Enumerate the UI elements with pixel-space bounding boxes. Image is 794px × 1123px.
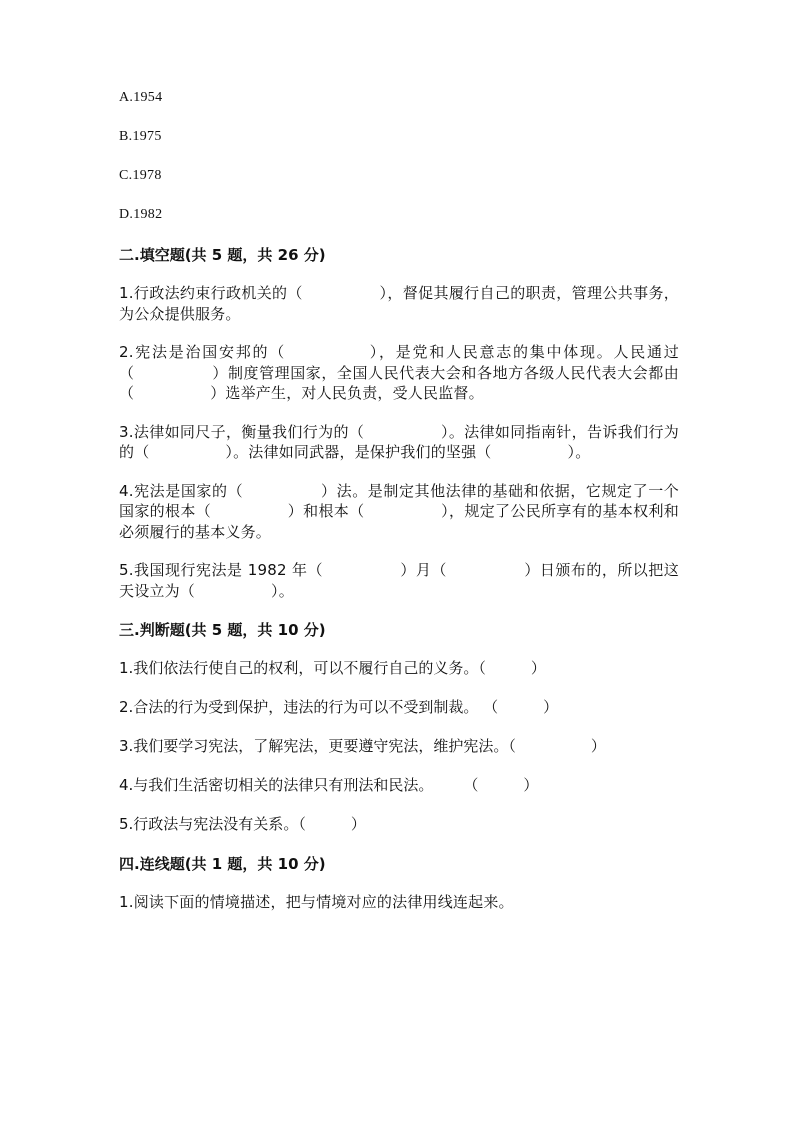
fill-blank-question-4: 4.宪法是国家的（ ）法。是制定其他法律的基础和依据，它规定了一个国家的根本（ ）和根本（ ），规定了公民所享有的基本权利和必须履行的基本义务。 (119, 481, 679, 541)
true-false-question-2: 2.合法的行为受到保护，违法的行为可以不受到制裁。 （ ） (119, 698, 559, 716)
fill-blank-question-1: 1.行政法约束行政机关的（ ），督促其履行自己的职责，管理公共事务，为公众提供服务。 (119, 284, 679, 323)
option-d: D.1982 (119, 207, 163, 222)
fill-blank-question-3: 3.法律如同尺子，衡量我们行为的（ ）。法律如同指南针，告诉我们行为的（ ）。法律如同武器，是保护我们的坚强（ ）。 (119, 422, 679, 461)
section-true-false-heading: 三.判断题(共 5 题，共 10 分) (119, 621, 326, 639)
true-false-question-4: 4.与我们生活密切相关的法律只有刑法和民法。 （ ） (119, 776, 539, 794)
true-false-question-5: 5.行政法与宪法没有关系。（ ） (119, 815, 366, 833)
fill-blank-question-2: 2.宪法是治国安邦的（ ），是党和人民意志的集中体现。人民通过（ ）制度管理国家，全国人民代表大会和各地方各级人民代表大会都由（ ）选举产生，对人民负责，受人民监督。 (119, 343, 679, 402)
option-c: C.1978 (119, 168, 162, 183)
option-a: A.1954 (119, 90, 163, 105)
fill-blank-question-5: 5.我国现行宪法是 1982 年（ ）月（ ）日颁布的，所以把这天设立为（ ）。 (119, 561, 679, 600)
true-false-question-1: 1.我们依法行使自己的权利，可以不履行自己的义务。（ ） (119, 659, 546, 677)
section-fill-blank-heading: 二.填空题(共 5 题，共 26 分) (119, 246, 326, 264)
true-false-question-3: 3.我们要学习宪法，了解宪法，更要遵守宪法，维护宪法。（ ） (119, 737, 606, 755)
option-list (119, 88, 679, 225)
section-matching-heading: 四.连线题(共 1 题，共 10 分) (119, 855, 326, 873)
option-b: B.1975 (119, 129, 162, 144)
matching-question-1: 1.阅读下面的情境描述，把与情境对应的法律用线连起来。 (119, 893, 514, 911)
matching-questions (119, 892, 679, 913)
fill-blank-questions (119, 283, 679, 601)
exam-page (119, 88, 679, 931)
true-false-questions (119, 658, 679, 835)
